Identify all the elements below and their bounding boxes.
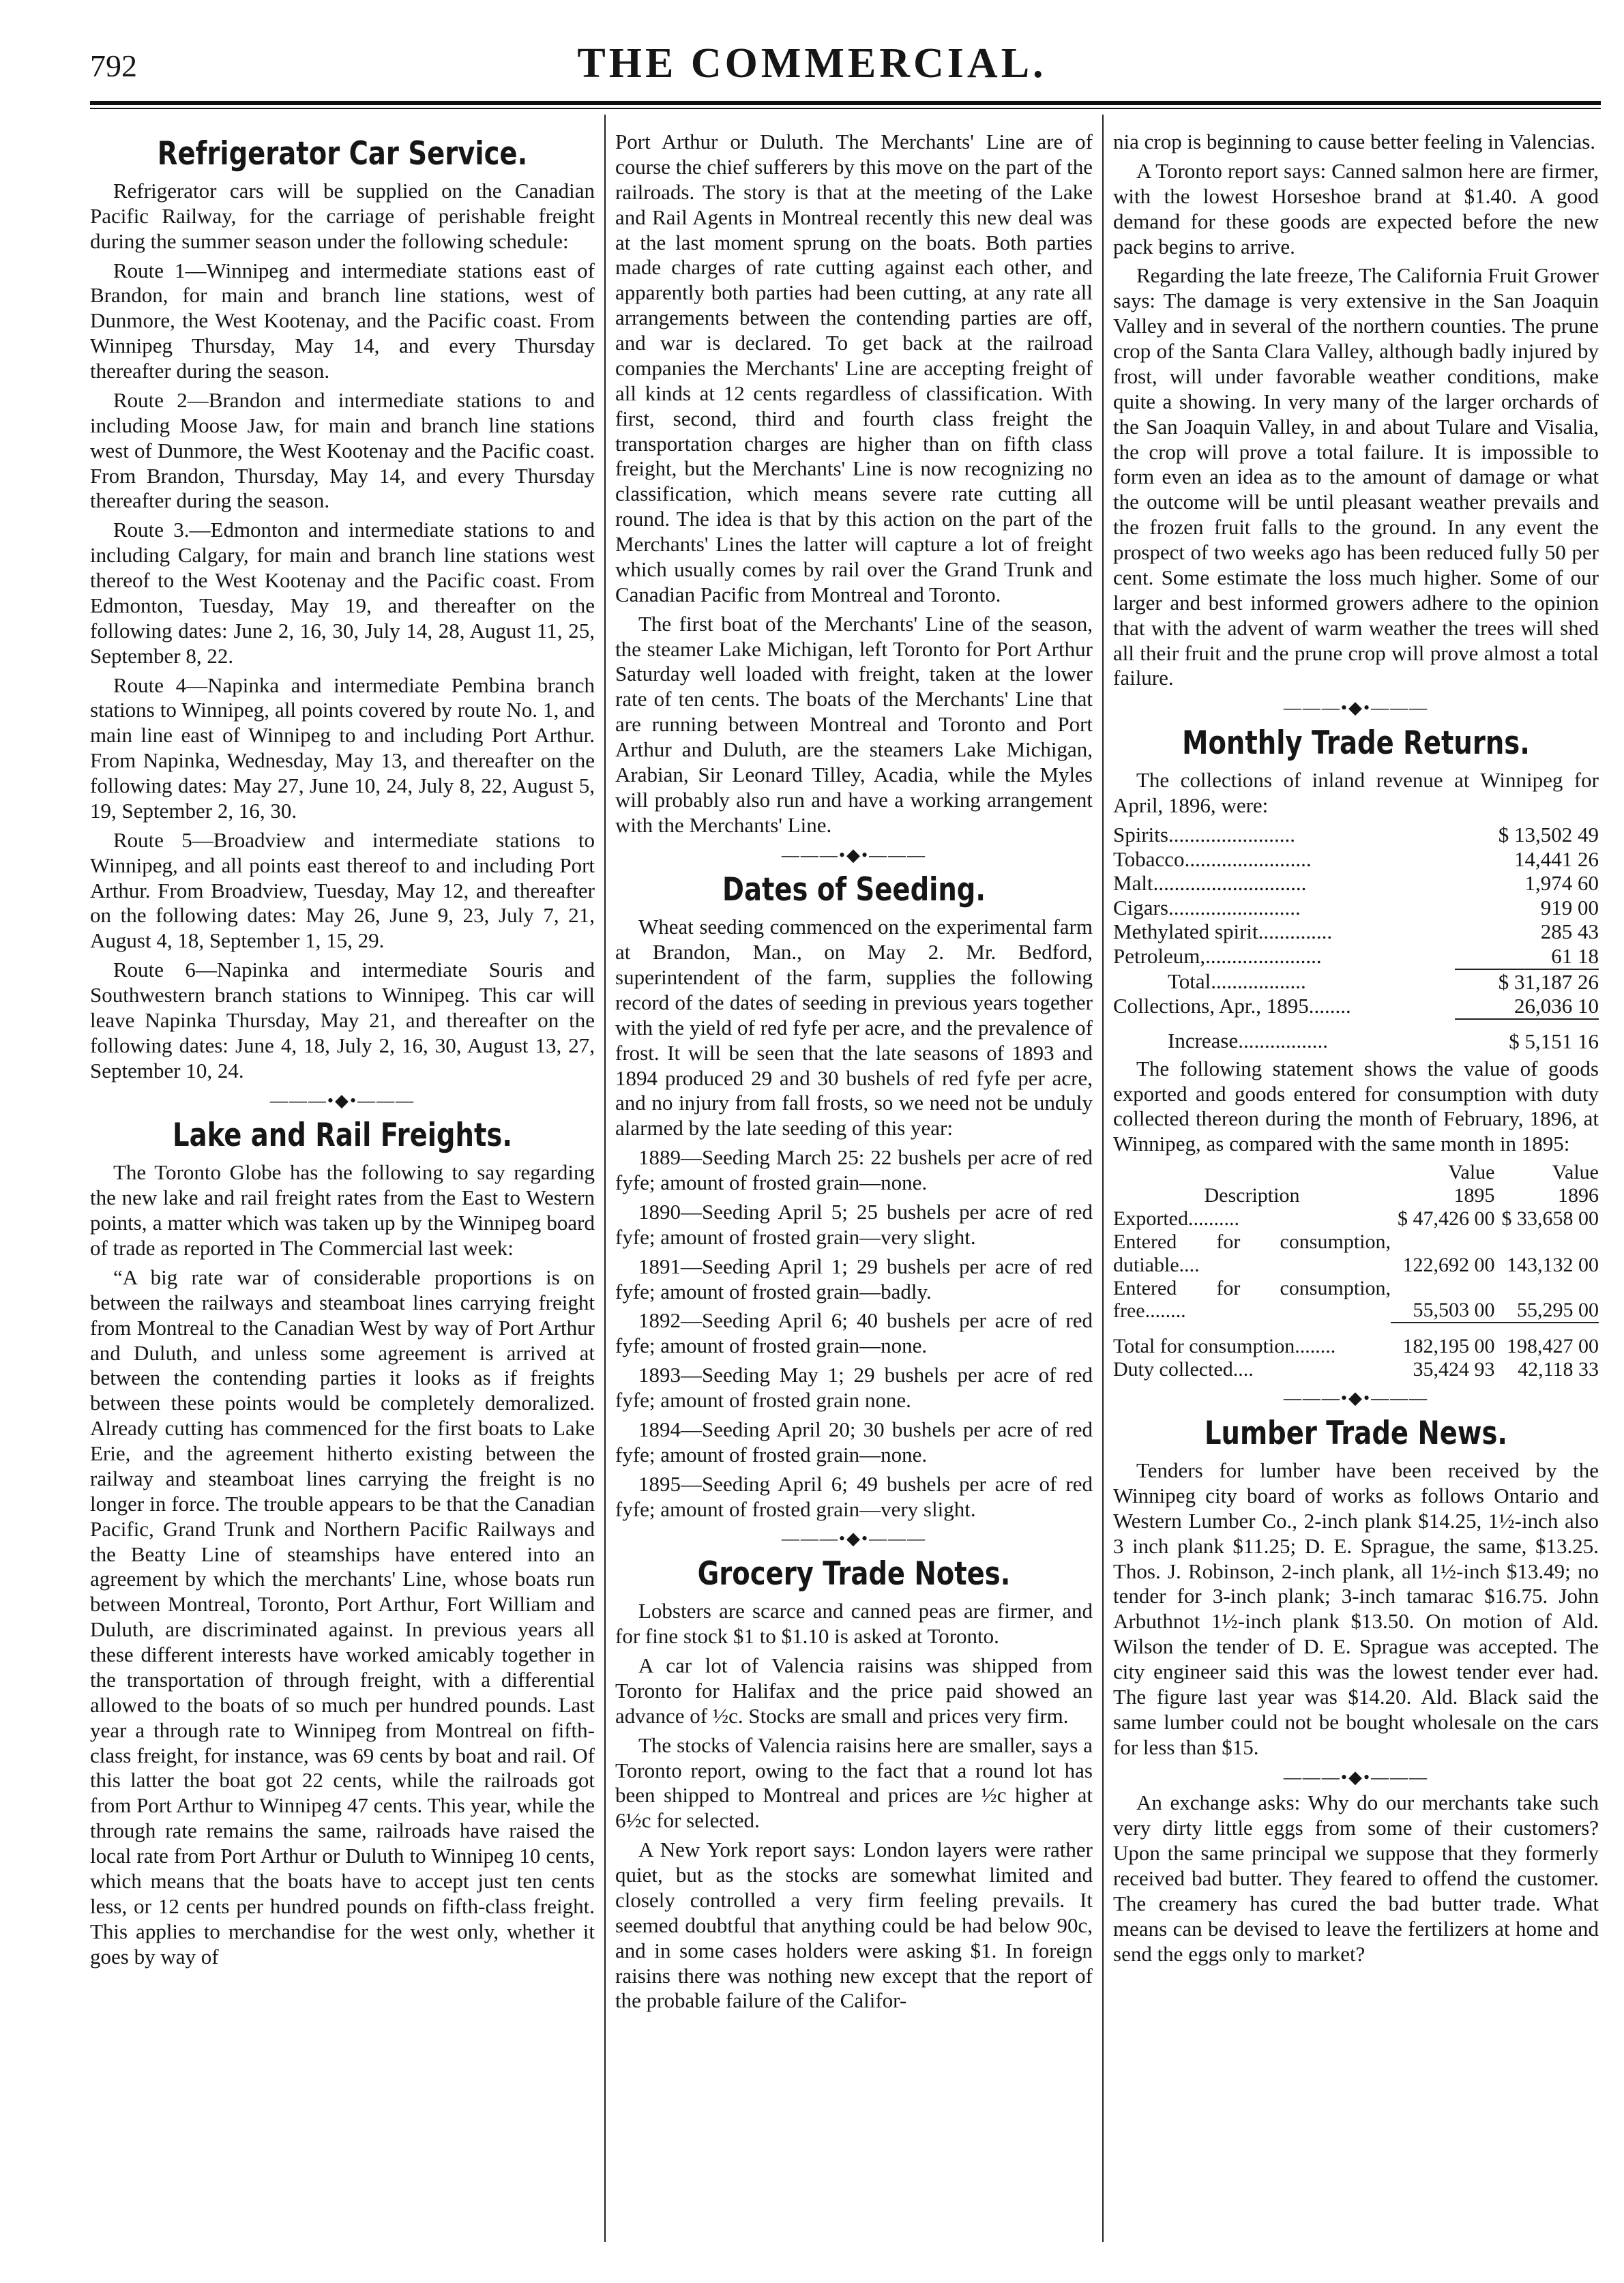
- exports-table: [1113, 1161, 1599, 1381]
- paragraph: A New York report says: London layers were rather quiet, but as the stocks are somewhat limited and closely controlled a very firm feeling prevails. It seemed doubtful that anything could be had below 90c, and in some cases holders were asking $1. In foreign raisins there was nothing new except that the report of the probable failure of the Califor-: [615, 1838, 1093, 2013]
- row-label: Collections, Apr., 1895........: [1113, 994, 1351, 1018]
- top-rule-thin: [90, 108, 1601, 109]
- table-row: [1113, 1358, 1599, 1381]
- paragraph: Route 5—Broadview and intermediate stations to Winnipeg, and all points east thereof to and including Port Arthur. From Broadview, Tuesday, May 12, and thereafter on the following dates: May 26, June 9, 23, July 7, 21, August 4, 18, September 1, 15, 29.: [90, 827, 595, 953]
- row-amount: 61 18: [1551, 944, 1599, 969]
- header-cell: 1895: [1453, 1184, 1495, 1207]
- row-amount: 285 43: [1540, 919, 1599, 944]
- row-amount: 14,441 26: [1514, 846, 1599, 871]
- row-label: Entered for consumption, free........: [1113, 1276, 1391, 1323]
- top-rule: [90, 101, 1601, 105]
- table-header-row: [1113, 1161, 1599, 1184]
- value-1896: 143,132 00: [1507, 1253, 1599, 1276]
- column-divider-1: [604, 115, 606, 2242]
- seeding-record: 1889—Seeding March 25: 22 bushels per acre of red fyfe; amount of frosted grain—none.: [615, 1145, 1093, 1195]
- row-amount: 26,036 10: [1514, 994, 1599, 1018]
- column-3: [1113, 130, 1599, 1971]
- section-ornament: ———•◆•———: [781, 1529, 927, 1549]
- value-1895: 182,195 00: [1391, 1323, 1495, 1358]
- paragraph: Route 2—Brandon and intermediate stations to and including Moose Jaw, for main and branch line stations west of Dunmore, the West Kootenay and the Pacific coast. From Brandon, Thursday, May 14, and every Thursday thereafter during the season.: [90, 387, 595, 513]
- seeding-record: 1892—Seeding April 6; 40 bushels per acre of red fyfe; amount of frosted grain—none.: [615, 1308, 1093, 1358]
- table-row: [1113, 944, 1599, 969]
- section-ornament: ———•◆•———: [1283, 698, 1429, 718]
- table-row: [1113, 871, 1599, 896]
- paragraph: Regarding the late freeze, The California Fruit Grower says: The damage is very extensive in the San Joaquin Valley and in several of the northern counties. The prune crop of the Santa Clara Valley, although badly injured by frost, will under favorable weather conditions, make quite a showing. In very many of the larger orchards of the San Joaquin Valley, in and about Tulare and Visalia, the crop will prove a total failure. It is impossible to form even an idea as to the amount of damage or what the outcome will be until pleasant weather prevails and the frozen fruit falls to the ground. In any event the prospect of two weeks ago has been reduced fully 50 per cent. Some estimate the loss much higher. Some of our larger and best informed growers adhere to the opinion that with the advent of warm weather the trees will shed all their fruit and the prune crop will prove almost a total failure.: [1113, 263, 1599, 690]
- paragraph: Route 3.—Edmonton and intermediate stations to and including Calgary, for main and branch line stations west thereof to the West Kootenay and the Pacific coast. From Edmonton, Tuesday, May 19, and thereafter on the following dates: June 2, 16, 30, July 14, 28, August 11, 25, September 8, 22.: [90, 518, 595, 668]
- section-ornament: ———•◆•———: [1283, 1767, 1429, 1787]
- paragraph: Tenders for lumber have been received by the Winnipeg city board of works as follows Ontario and Western Lumber Co., 2-inch plank $14.25, 1½-inch also 3 inch plank $11.25; D. E. Sprague, the same, $13.25. Thos. J. Robinson, 2-inch plank, all 1½-inch $13.49; no tender for 3-inch plank; 3-inch tamarac $16.75. John Arbuthnot 1½-inch plank $13.50. On motion of Ald. Wilson the tender of D. E. Sprague was accepted. The city engineer said this was the lowest tender ever had. The figure last year was $14.20. Ald. Black said the same lumber could not be bought wholesale on the cars for less than $15.: [1113, 1458, 1599, 1759]
- paragraph: A car lot of Valencia raisins was shipped from Toronto for Halifax and the price paid showed an advance of ½c. Stocks are small and prices very firm.: [615, 1653, 1093, 1728]
- table-row: [1113, 896, 1599, 920]
- header-cell: Value: [1552, 1161, 1599, 1184]
- row-label: Entered for consumption, dutiable....: [1113, 1230, 1391, 1276]
- row-amount: $ 13,502 49: [1498, 822, 1599, 846]
- page-number: 792: [90, 48, 137, 83]
- seeding-record: 1890—Seeding April 5; 25 bushels per acre of red fyfe; amount of frosted grain—very slight.: [615, 1199, 1093, 1249]
- value-1896: 198,427 00: [1495, 1323, 1599, 1358]
- value-1895: 55,503 00: [1413, 1299, 1495, 1322]
- column-2: [615, 130, 1093, 2018]
- table-row: [1113, 1323, 1599, 1358]
- value-1896: 42,118 33: [1518, 1358, 1599, 1381]
- heading-lake-and-rail-freights: Lake and Rail Freights.: [173, 1117, 512, 1155]
- row-label: Duty collected....: [1113, 1358, 1254, 1381]
- row-label: Spirits........................: [1113, 822, 1295, 846]
- row-amount: $ 5,151 16: [1455, 1019, 1599, 1054]
- row-label: Tobacco........................: [1113, 846, 1312, 871]
- increase-row: [1113, 1019, 1599, 1054]
- table-row: [1113, 1277, 1599, 1323]
- row-label: Methylated spirit..............: [1113, 919, 1333, 944]
- value-1896: $ 33,658 00: [1501, 1207, 1599, 1230]
- table-row: [1113, 823, 1599, 847]
- paragraph: The stocks of Valencia raisins here are smaller, says a Toronto report, owing to the fact that a round lot has been shipped to Montreal and prices are ½c higher at 6½c for selected.: [615, 1733, 1093, 1833]
- paragraph: Route 4—Napinka and intermediate Pembina branch stations to Winnipeg, all points covered by route No. 1, and main line east of Winnipeg to and including Port Arthur. From Napinka, Wednesday, May 13, and thereafter on the following dates: May 27, June 10, 24, July 8, 22, August 5, 19, September 2, 16, 30.: [90, 673, 595, 823]
- header-cell: Description: [1204, 1184, 1300, 1207]
- inland-revenue-table: [1113, 823, 1599, 1054]
- paragraph: An exchange asks: Why do our merchants take such very dirty little eggs from some of their customers? Upon the same principal we suppose that they formerly received bad butter. They feared to offend the customer. The creamery has cured the bad butter trade. What means can be devised to leave the fertilizers at home and send the eggs only to market?: [1113, 1791, 1599, 1966]
- masthead: THE COMMERCIAL.: [577, 40, 1047, 87]
- paragraph: Refrigerator cars will be supplied on the Canadian Pacific Railway, for the carriage of perishable freight during the summer season under the following schedule:: [90, 178, 595, 253]
- paragraph: “A big rate war of considerable proportions is on between the railways and steamboat lines carrying freight from Montreal to the Canadian West by way of Port Arthur and Duluth, and unless some agreement is arrived at between the contending parties it looks as if freights between these points would be completely demoralized. Already cutting has commenced for the first boats to Lake Erie, and the agreement hitherto existing between the railway and steamboat lines carrying the freight is no longer in force. The trouble appears to be that the Canadian Pacific, Grand Trunk and Northern Pacific Railways and the Beatty Line of steamships have entered into an agreement by which the merchants' Line, whose boats run between Montreal, Toronto, Port Arthur, Fort William and Duluth, are discriminated against. In previous years all these different interests have worked amicably together in the transportation of through freight, with a differential allowed to the boats of so much per hundred pounds. Last year a through rate to Winnipeg from Montreal on fifth-class freight, for instance, was 69 cents by boat and rail. Of this latter the boat got 22 cents, while the railroads got from Port Arthur to Winnipeg 47 cents. This year, while the through rate remains the same, railroads have raised the local rate from Port Arthur or Duluth to Winnipeg 10 cents, which means that the boats have to accept just ten cents less, or 12 cents per hundred pounds on fifth-class freight. This applies to merchandise for the west only, whether it goes by way of: [90, 1265, 595, 1969]
- value-1895: 122,692 00: [1402, 1253, 1495, 1276]
- header-cell: 1896: [1558, 1184, 1599, 1207]
- paragraph: The first boat of the Merchants' Line of the season, the steamer Lake Michigan, left Toronto for Port Arthur Saturday well loaded with freight, taken at the lower rate of ten cents. The boats of the Merchants' Line that are running between Montreal and Toronto and Port Arthur and Duluth, are the steamers Lake Michigan, Arabian, Sir Leonard Tilley, Acadia, while the Myles will probably also run and have a working arrangement with the Merchants' Line.: [615, 611, 1093, 837]
- seeding-record: 1893—Seeding May 1; 29 bushels per acre of red fyfe; amount of frosted grain none.: [615, 1363, 1093, 1413]
- section-ornament: ———•◆•———: [269, 1090, 415, 1110]
- column-divider-2: [1102, 115, 1104, 2242]
- heading-lumber-trade-news: Lumber Trade News.: [1204, 1415, 1508, 1453]
- table-row: [1113, 919, 1599, 944]
- row-label: Total for consumption........: [1113, 1335, 1336, 1358]
- seeding-record: 1894—Seeding April 20; 30 bushels per acre of red fyfe; amount of frosted grain—none.: [615, 1417, 1093, 1467]
- value-1896: 55,295 00: [1517, 1299, 1599, 1322]
- row-amount: 919 00: [1540, 895, 1599, 919]
- paragraph: Route 1—Winnipeg and intermediate stations east of Brandon, for main and branch line stations, west of Dunmore, the West Kootenay, and the Pacific coast. From Winnipeg Thursday, May 14, and every Thursday thereafter during the season.: [90, 258, 595, 383]
- header-cell: [1113, 1161, 1391, 1184]
- heading-dates-of-seeding: Dates of Seeding.: [722, 871, 986, 909]
- table-row: [1113, 847, 1599, 872]
- row-label: Exported..........: [1113, 1207, 1239, 1230]
- row-amount: 1,974 60: [1524, 871, 1599, 896]
- table-row: [1113, 1207, 1599, 1231]
- heading-monthly-trade-returns: Monthly Trade Returns.: [1182, 724, 1530, 763]
- paragraph: Lobsters are scarce and canned peas are firmer, and for fine stock $1 to $1.10 is asked at Toronto.: [615, 1599, 1093, 1649]
- value-1895: $ 47,426 00: [1398, 1207, 1495, 1230]
- paragraph: nia crop is beginning to cause better feeling in Valencias.: [1113, 130, 1596, 153]
- heading-grocery-trade-notes: Grocery Trade Notes.: [697, 1555, 1011, 1593]
- paragraph: Wheat seeding commenced on the experimental farm at Brandon, Man., on May 2. Mr. Bedford, superintendent of the farm, supplies the following record of the dates of seeding in previous years together with the yield of red fyfe per acre, and the prevalence of frost. It will be seen that the late seasons of 1893 and 1894 produced 29 and 30 bushels of red fyfe per acre, and no injury from fall frosts, so we need not be unduly alarmed by the late seeding of this year:: [615, 915, 1093, 1140]
- table-header-row: [1113, 1184, 1599, 1207]
- table-row: [1113, 994, 1599, 1019]
- section-ornament: ———•◆•———: [781, 844, 927, 865]
- paragraph: A Toronto report says: Canned salmon here are firmer, with the lowest Horseshoe brand at $1.40. A good demand for these goods are expected before the new pack begins to arrive.: [1113, 158, 1599, 259]
- paragraph: The following statement shows the value of goods exported and goods entered for consumption with duty collected thereon during the month of February, 1896, at Winnipeg, as compared with the same month in 1895:: [1113, 1056, 1599, 1156]
- section-ornament: ———•◆•———: [1283, 1388, 1429, 1409]
- row-label: Total..................: [1168, 969, 1306, 993]
- seeding-record: 1891—Seeding April 1; 29 bushels per acre of red fyfe; amount of frosted grain—badly.: [615, 1254, 1093, 1303]
- column-1: [90, 130, 595, 1973]
- table-row: [1113, 1231, 1599, 1277]
- value-1895: 35,424 93: [1413, 1358, 1495, 1381]
- seeding-record: 1895—Seeding April 6; 49 bushels per acre of red fyfe; amount of frosted grain—very slight.: [615, 1471, 1093, 1521]
- row-label: Cigars.........................: [1113, 895, 1301, 919]
- paragraph: Route 6—Napinka and intermediate Souris and Southwestern branch stations to Winnipeg. This car will leave Napinka Thursday, May 21, and thereafter on the following dates: June 4, 18, July 2, 16, 30, August 13, 27, September 10, 24.: [90, 958, 595, 1082]
- row-label: Petroleum,......................: [1113, 944, 1322, 969]
- paragraph: The Toronto Globe has the following to say regarding the new lake and rail freight rates from the East to Western points, a matter which was taken up by the Winnipeg board of trade as reported in The Commercial last week:: [90, 1160, 595, 1261]
- row-amount: $ 31,187 26: [1455, 969, 1599, 995]
- header-cell: Value: [1448, 1161, 1495, 1184]
- row-label: Increase.................: [1168, 1028, 1328, 1052]
- paragraph: Port Arthur or Duluth. The Merchants' Line are of course the chief sufferers by this move on the part of the railroads. The story is that at the meeting of the Lake and Rail Agents in Montreal recently this new deal was at the last moment sprung on the boats. Both parties made charges of rate cutting against each other, and apparently both parties had been cutting, at any rate all arrangements between the contending parties are off, and war is declared. To get back at the railroad companies the Merchants' Line are accepting freight of all kinds at 12 cents regardless of classification. With first, second, third and fourth class freight the transportation charges are higher than on fifth class freight, but the Merchants' Line is now recognizing no classification, which means severe rate cutting all round. The idea is that by this action on the part of the Merchants' Lines the latter will capture a lot of freight which usually comes by rail over the Grand Trunk and Canadian Pacific from Montreal and Toronto.: [615, 130, 1093, 606]
- row-label: Malt.............................: [1113, 871, 1307, 896]
- total-row: [1113, 969, 1599, 995]
- paragraph: The collections of inland revenue at Winnipeg for April, 1896, were:: [1113, 768, 1599, 817]
- heading-refrigerator-car-service: Refrigerator Car Service.: [157, 135, 528, 173]
